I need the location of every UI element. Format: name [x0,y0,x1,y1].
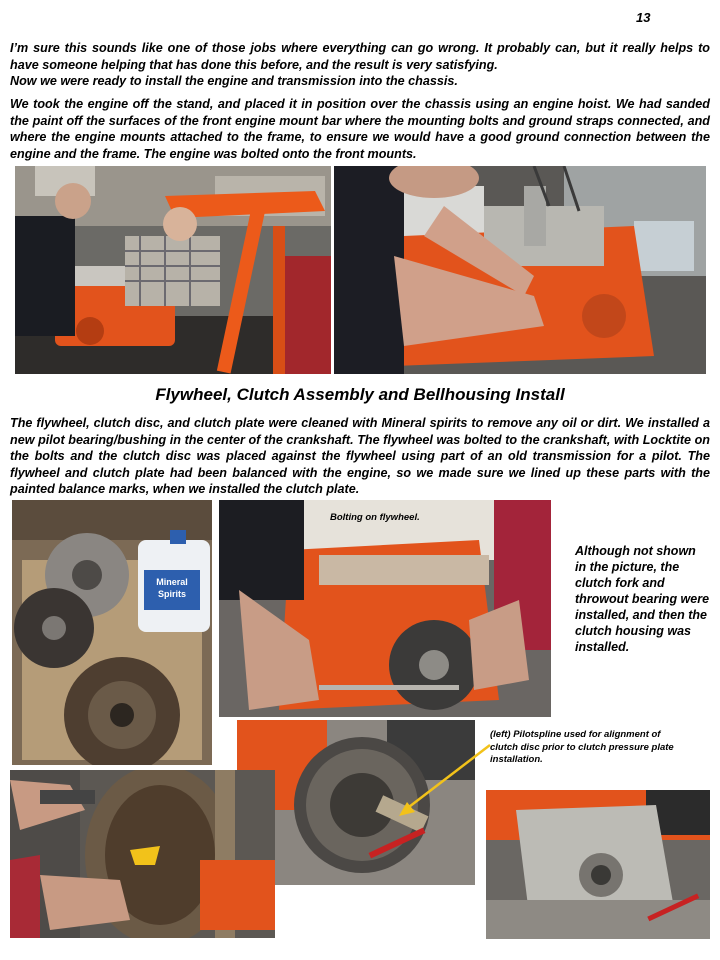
intro-line-1: I’m sure this sounds like one of those jobs where everything can go wrong. It probably can, but it really helps to have someone helping that has done this before, and the result is very satisfying. [10,41,710,72]
engine-mount-closeup-photo [334,166,706,374]
jug-label-line-1: Mineral [156,577,188,587]
section-heading: Flywheel, Clutch Assembly and Bellhousing Install [155,385,565,404]
bolting-flywheel-photo [219,500,551,717]
bellhousing-photo [486,790,710,939]
bolting-flywheel-caption: Bolting on flywheel. [330,512,420,523]
flywheel-paragraph: The flywheel, clutch disc, and clutch plate were cleaned with Mineral spirits to remove any oil or dirt. We installed a new pilot bearing/bushing in the center of the crankshaft. The flywheel was bolted to the crankshaft, with Locktite on the bolts and the clutch disc was placed against the flywheel using part of an old transmission for a pilot. The flywheel and clutch plate had been balanced with the engine, so we made sure we lined up these parts with the painted balance marks, when we installed the clutch plate. [10,416,710,496]
intro-line-2: Now we were ready to install the engine and transmission into the chassis. [10,74,458,88]
clutch-fork-note: Although not shown in the picture, the clutch fork and throwout bearing were installed, and then the clutch housing was installed. [575,544,710,654]
pilot-spline-caption: (left) Pilotspline used for alignment of clutch disc prior to clutch pressure plate installation. [490,729,674,765]
intro-paragraph [10,40,710,90]
engine-hoist-photo [15,166,331,374]
clutch-parts-photo [12,500,212,765]
engine-install-paragraph: We took the engine off the stand, and placed it in position over the chassis using an engine hoist. We had sanded the paint off the surfaces of the front engine mount bar where the mounting bolts and ground straps connected, and where the engine mounts attached to the frame, to ensure we would have a good ground connection between the engine and the frame. The engine was bolted onto the front mounts. [10,97,710,161]
jug-label-line-2: Spirits [157,589,187,599]
flywheel-closeup-photo [10,770,275,938]
page-number: 13 [636,10,651,25]
pointer-arrow-icon [395,740,495,820]
